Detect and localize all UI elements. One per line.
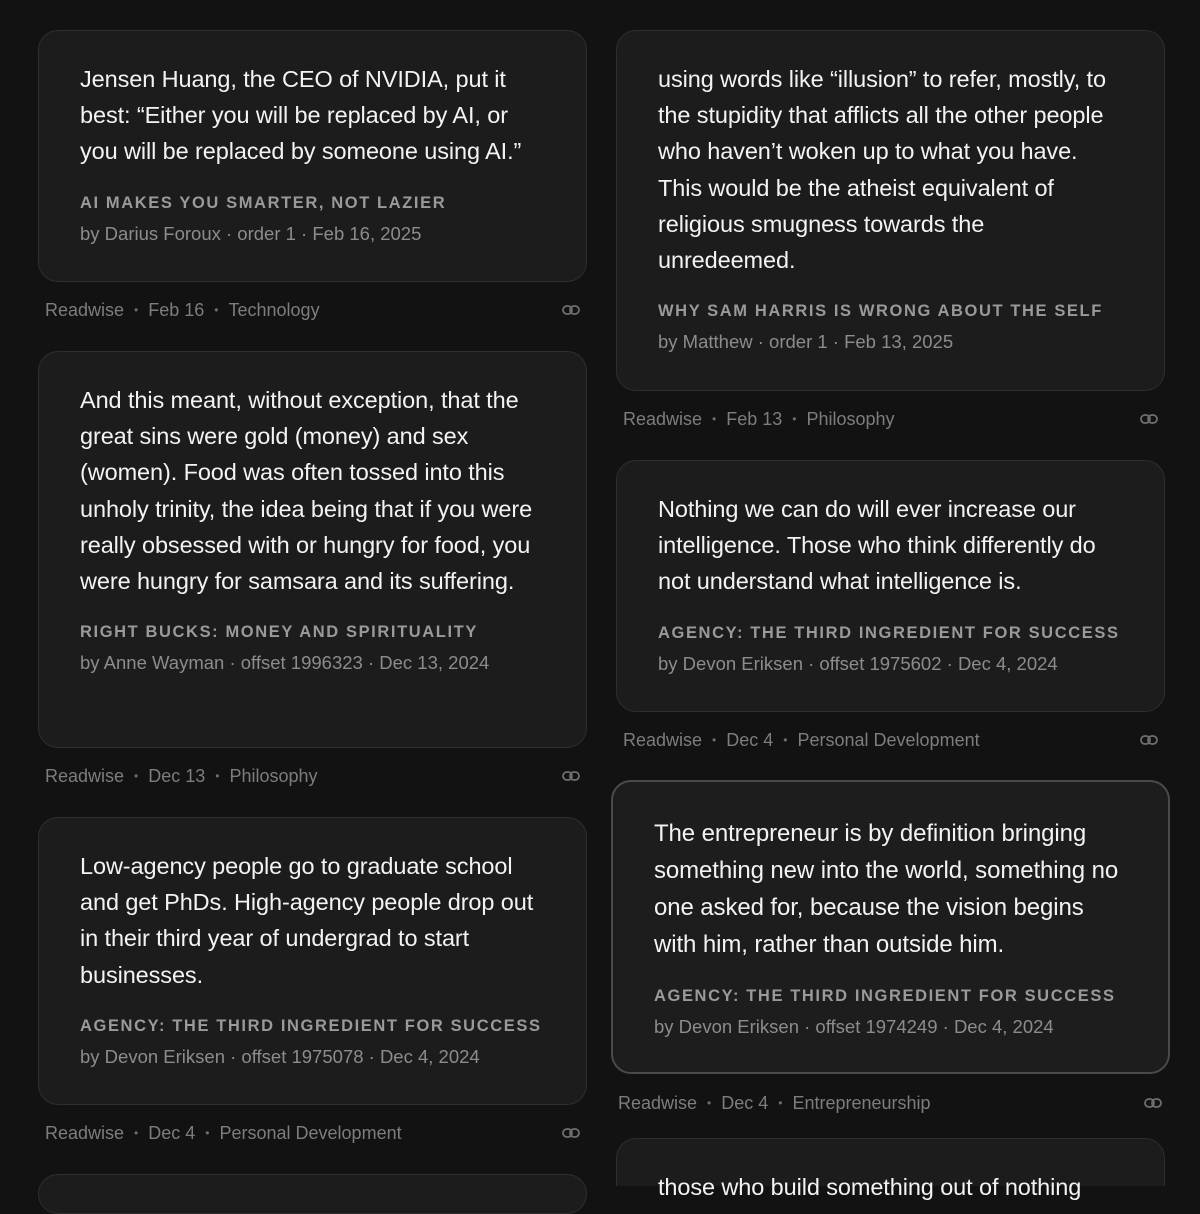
date-label: Dec 4 — [148, 1123, 196, 1143]
source-label: Readwise — [45, 766, 125, 786]
separator-dot: • — [707, 1096, 712, 1110]
tag-label[interactable]: Technology — [228, 300, 320, 320]
highlight-quote: The entrepreneur is by definition bringing something new into the world, something no one asked for, because the vision begins with him, rather than outside him. — [654, 820, 1119, 958]
card-meta — [623, 407, 895, 431]
link-icon[interactable] — [562, 770, 580, 782]
separator-dot: • — [712, 733, 717, 747]
source-label: Readwise — [45, 1123, 125, 1143]
link-icon[interactable] — [562, 1127, 580, 1139]
card-meta — [45, 1121, 402, 1145]
separator-dot: • — [134, 769, 139, 783]
tag-label[interactable]: Personal Development — [219, 1123, 402, 1143]
book-title: AGENCY: THE THIRD INGREDIENT FOR SUCCESS — [654, 987, 1116, 1005]
tag-label[interactable]: Entrepreneurship — [792, 1093, 931, 1113]
highlight-quote: Jensen Huang, the CEO of NVIDIA, put it best: “Either you will be replaced by AI, or you will be replaced by someone using AI.” — [80, 66, 522, 165]
attribution: by Devon Eriksen · offset 1975078 · Dec 4, 2024 — [80, 1045, 480, 1067]
card-meta — [618, 1091, 931, 1115]
card-meta — [45, 298, 320, 322]
attribution: by Anne Wayman · offset 1996323 · Dec 13, 2024 — [80, 652, 490, 674]
highlight-card[interactable] — [616, 1138, 1165, 1200]
attribution: by Darius Foroux · order 1 · Feb 16, 2025 — [80, 222, 422, 244]
tag-label[interactable]: Philosophy — [229, 766, 318, 786]
separator-dot: • — [205, 1126, 210, 1140]
separator-dot: • — [712, 412, 717, 426]
highlight-card[interactable] — [38, 30, 587, 282]
attribution: by Devon Eriksen · offset 1974249 · Dec 4, 2024 — [654, 1016, 1054, 1037]
book-title: RIGHT BUCKS: MONEY AND SPIRITUALITY — [80, 623, 478, 642]
highlight-card[interactable] — [38, 351, 587, 748]
separator-dot: • — [783, 733, 788, 747]
book-title: AGENCY: THE THIRD INGREDIENT FOR SUCCESS — [80, 1016, 542, 1035]
highlight-card[interactable] — [616, 30, 1165, 391]
book-title: AI MAKES YOU SMARTER, NOT LAZIER — [80, 193, 447, 212]
highlight-quote: Low-agency people go to graduate school and get PhDs. High-agency people drop out in their third year of undergrad to start businesses. — [80, 853, 534, 988]
highlight-card[interactable] — [38, 1174, 587, 1214]
separator-dot: • — [778, 1096, 783, 1110]
source-label: Readwise — [623, 409, 703, 429]
attribution: by Devon Eriksen · offset 1975602 · Dec 4, 2024 — [658, 652, 1058, 674]
highlight-card[interactable] — [616, 460, 1165, 712]
attribution: by Matthew · order 1 · Feb 13, 2025 — [658, 331, 954, 353]
book-title: AGENCY: THE THIRD INGREDIENT FOR SUCCESS — [658, 623, 1120, 642]
tag-label[interactable]: Philosophy — [806, 409, 895, 429]
highlight-card[interactable] — [38, 817, 587, 1105]
tag-label[interactable]: Personal Development — [797, 730, 980, 750]
link-icon[interactable] — [1144, 1097, 1162, 1109]
highlight-quote: using words like “illusion” to refer, mostly, to the stupidity that afflicts all the other people who haven’t woken up to what you have. This would be the atheist equivalent of religious smugness towards the unredeemed. — [658, 66, 1106, 274]
highlight-quote: And this meant, without exception, that the great sins were gold (money) and sex (women). Food was often tossed into this unholy trinity, the idea being that if you were really obsessed with or hungry for food, you were hungry for samsara and its suffering. — [80, 387, 533, 595]
book-title: WHY SAM HARRIS IS WRONG ABOUT THE SELF — [658, 302, 1103, 321]
link-icon[interactable] — [562, 304, 580, 316]
separator-dot: • — [215, 769, 220, 783]
separator-dot: • — [134, 303, 139, 317]
highlight-card-selected[interactable] — [611, 780, 1170, 1074]
separator-dot: • — [792, 412, 797, 426]
link-icon[interactable] — [1140, 413, 1158, 425]
date-label: Dec 4 — [721, 1093, 769, 1113]
link-icon[interactable] — [1140, 734, 1158, 746]
source-label: Readwise — [45, 300, 125, 320]
date-label: Feb 16 — [148, 300, 205, 320]
date-label: Dec 13 — [148, 766, 206, 786]
separator-dot: • — [134, 1126, 139, 1140]
highlight-quote: those who build something out of nothing — [658, 1174, 1082, 1200]
source-label: Readwise — [623, 730, 703, 750]
separator-dot: • — [214, 303, 219, 317]
source-label: Readwise — [618, 1093, 698, 1113]
highlight-quote: Nothing we can do will ever increase our intelligence. Those who think differently do not understand what intelligence is. — [658, 496, 1096, 595]
date-label: Dec 4 — [726, 730, 774, 750]
date-label: Feb 13 — [726, 409, 783, 429]
card-meta — [623, 728, 980, 752]
card-meta — [45, 764, 318, 788]
